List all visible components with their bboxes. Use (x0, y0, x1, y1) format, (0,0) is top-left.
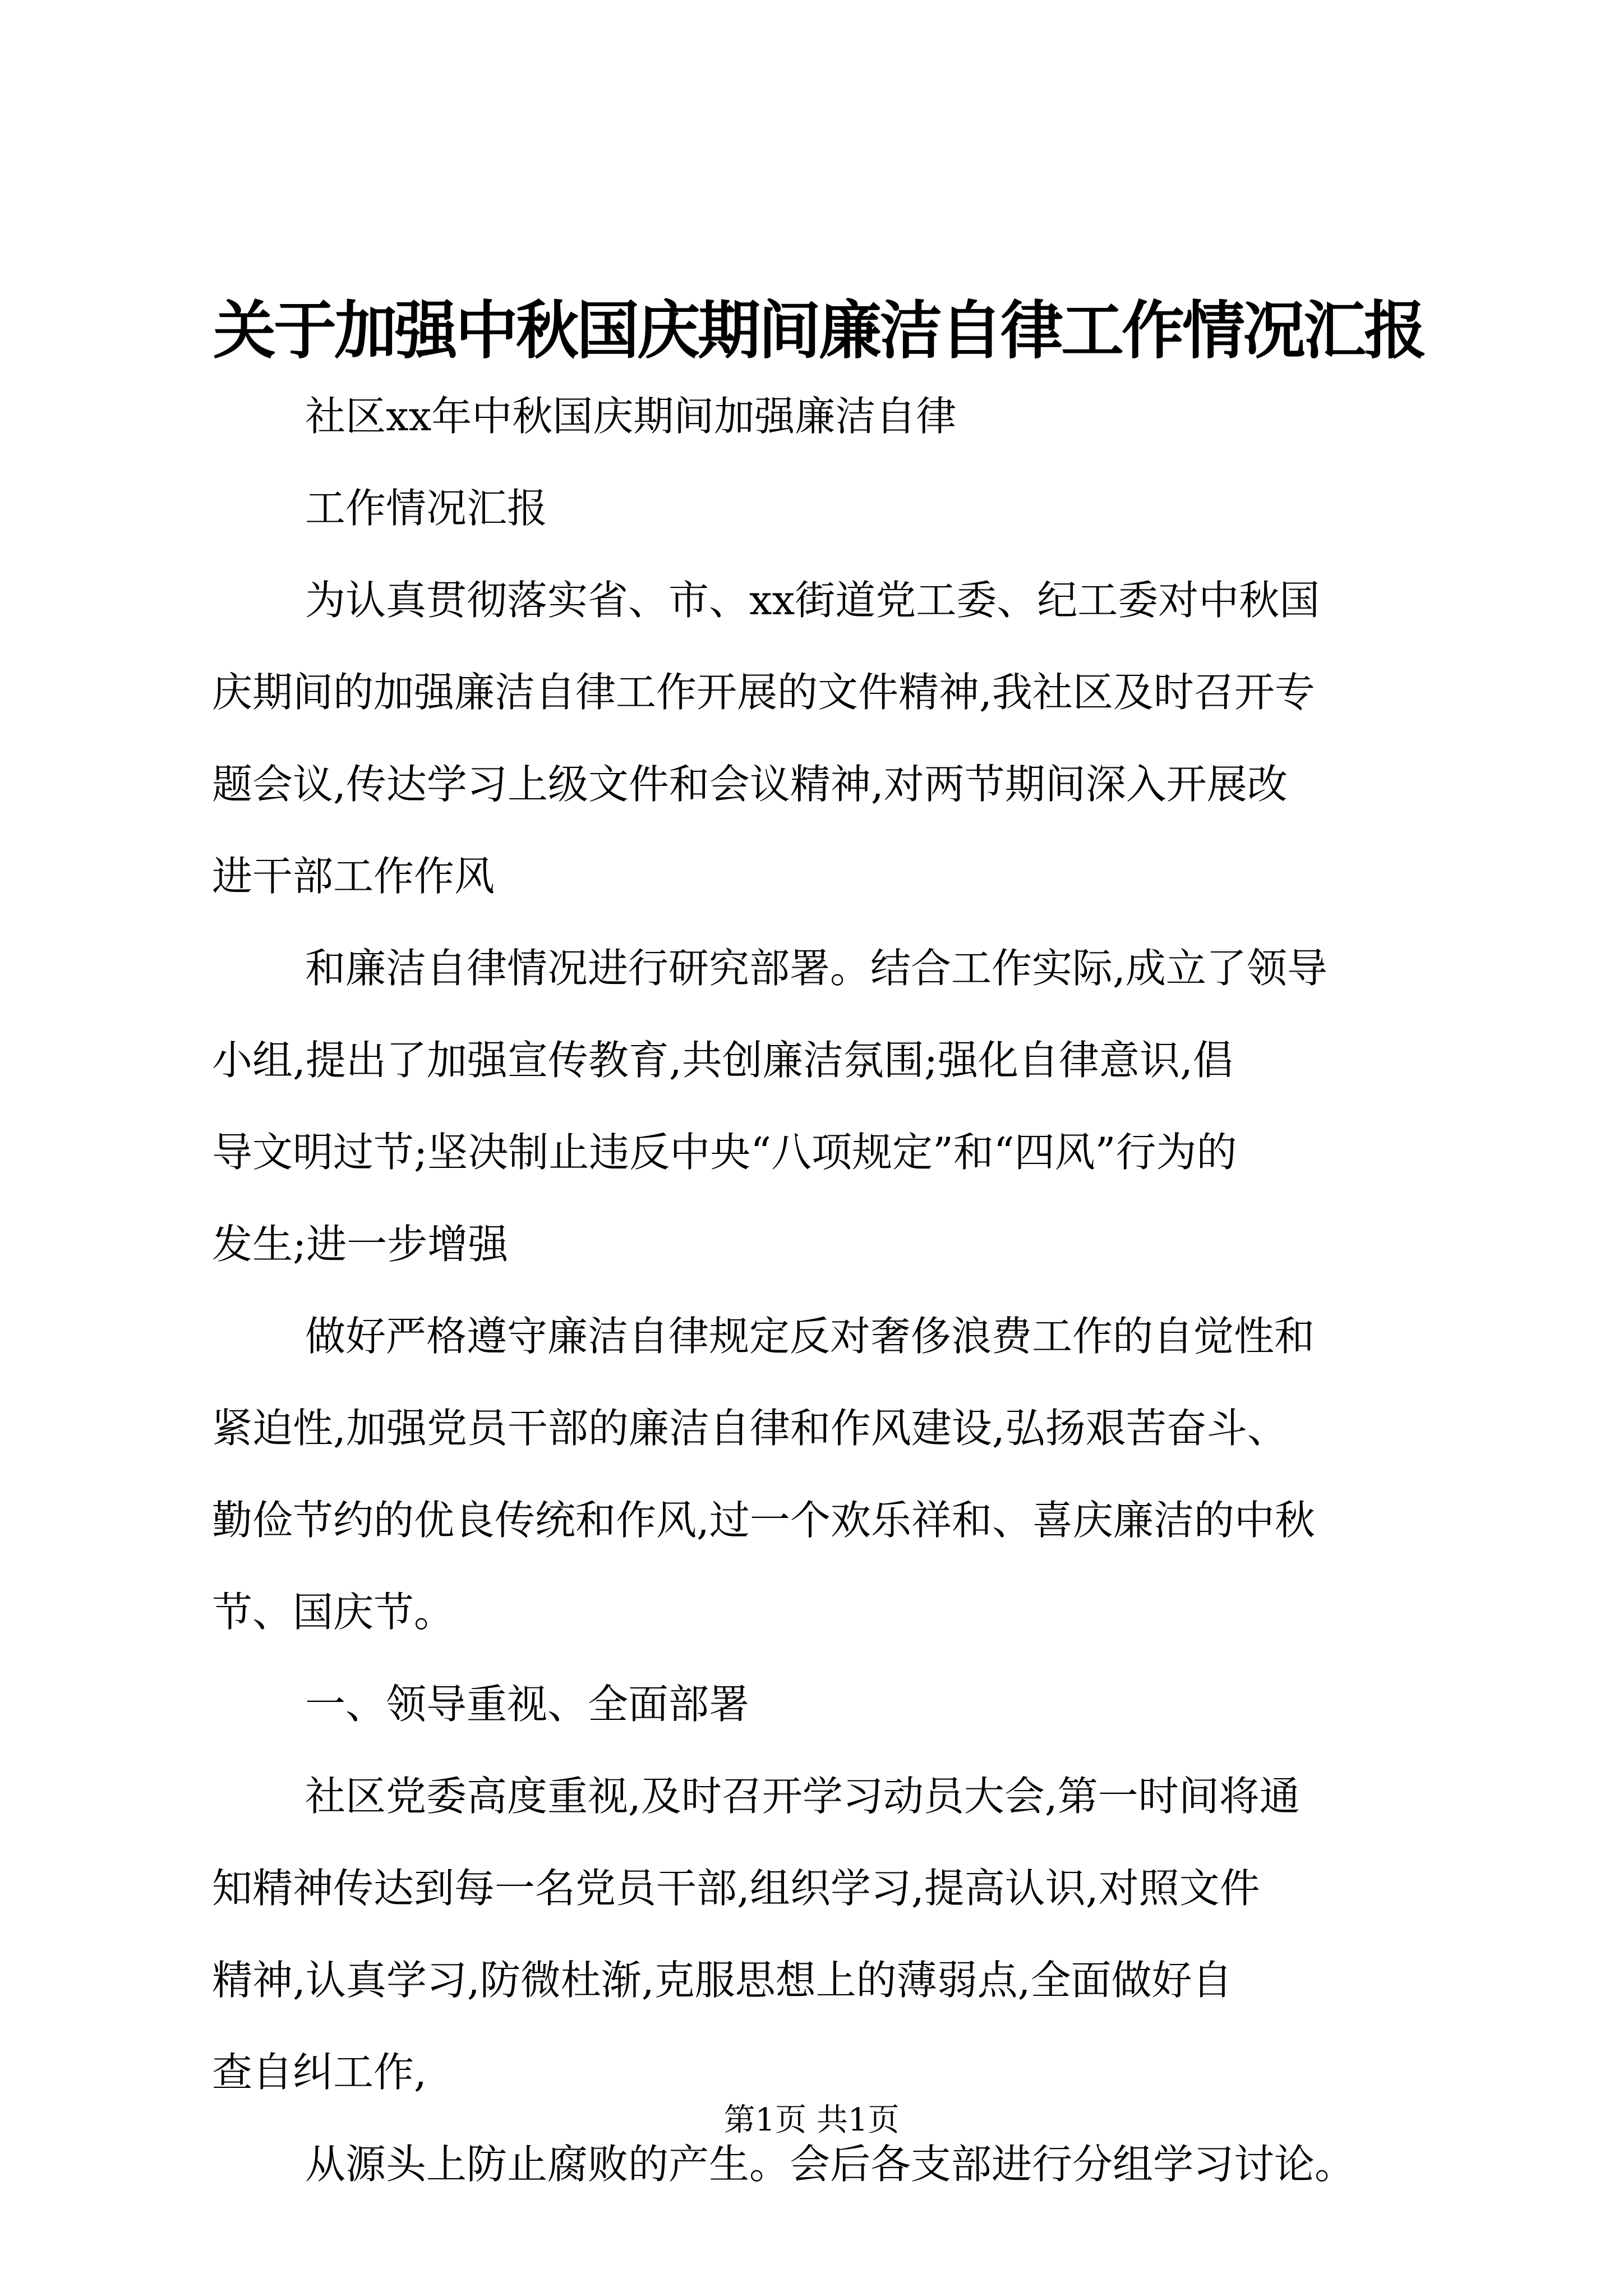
paragraph-line: 和廉洁自律情况进行研究部署。结合工作实际,成立了领导 (305, 945, 1327, 992)
paragraph-line: 节、国庆节。 (212, 1589, 455, 1636)
section-heading: 一、领导重视、全面部署 (305, 1681, 750, 1728)
document-body (212, 370, 1418, 2210)
paragraph-line: 导文明过节;坚决制止违反中央“八项规定”和“四风”行为的 (212, 1129, 1237, 1176)
paragraph-line: 精神,认真学习,防微杜渐,克服思想上的薄弱点,全面做好自 (212, 1957, 1233, 2004)
paragraph-line: 庆期间的加强廉洁自律工作开展的文件精神,我社区及时召开专 (212, 669, 1315, 716)
paragraph-line: 从源头上防止腐败的产生。会后各支部进行分组学习讨论。 (305, 2141, 1355, 2188)
paragraph-line: 发生;进一步增强 (212, 1221, 509, 1268)
paragraph-line: 做好严格遵守廉洁自律规定反对奢侈浪费工作的自觉性和 (305, 1313, 1315, 1360)
paragraph-line: 小组,提出了加强宣传教育,共创廉洁氛围;强化自律意识,倡 (212, 1037, 1233, 1084)
paragraph-line: 知精神传达到每一名党员干部,组织学习,提高认识,对照文件 (212, 1865, 1260, 1912)
paragraph-line: 题会议,传达学习上级文件和会议精神,对两节期间深入开展改 (212, 761, 1288, 808)
paragraph-line: 社区党委高度重视,及时召开学习动员大会,第一时间将通 (305, 1773, 1300, 1820)
paragraph-line: 工作情况汇报 (305, 485, 548, 532)
document-title: 关于加强中秋国庆期间廉洁自律工作情况汇报 (213, 295, 1424, 367)
paragraph-line: 紧迫性,加强党员干部的廉洁自律和作风建设,弘扬艰苦奋斗、 (212, 1405, 1288, 1452)
paragraph-line: 进干部工作作风 (212, 853, 495, 900)
paragraph-line: 社区xx年中秋国庆期间加强廉洁自律 (305, 393, 957, 440)
page-number-footer: 第1页 共1页 (723, 2102, 900, 2138)
paragraph-line: 勤俭节约的优良传统和作风,过一个欢乐祥和、喜庆廉洁的中秋 (212, 1497, 1315, 1544)
paragraph-line: 为认真贯彻落实省、市、xx街道党工委、纪工委对中秋国 (305, 577, 1320, 624)
paragraph-line: 查自纠工作, (212, 2049, 427, 2096)
